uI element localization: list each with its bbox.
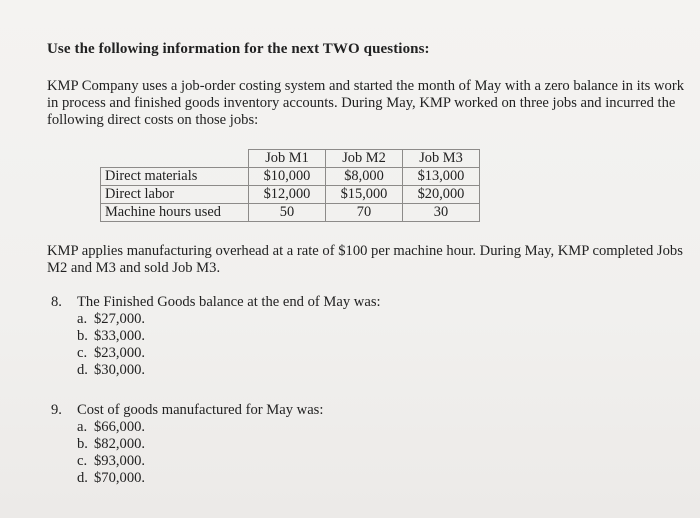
answer-choice[interactable] xyxy=(51,453,323,470)
table-cell: 30 xyxy=(403,204,480,222)
table-header-row xyxy=(101,150,480,168)
question-text: The Finished Goods balance at the end of May was: xyxy=(77,294,381,310)
answer-choice[interactable] xyxy=(51,345,381,362)
choice-text: $23,000. xyxy=(94,345,146,361)
question-stem xyxy=(51,294,381,311)
choice-text: $33,000. xyxy=(94,328,146,344)
choice-letter: d. xyxy=(77,470,88,486)
table-cell: $15,000 xyxy=(326,186,403,204)
choice-text: $66,000. xyxy=(94,419,146,435)
question-number: 9. xyxy=(51,402,62,418)
question-8 xyxy=(51,294,381,379)
column-header-job-m3: Job M3 xyxy=(403,150,480,168)
choice-text: $93,000. xyxy=(94,453,146,469)
table-cell: 70 xyxy=(326,204,403,222)
table-row-direct-materials xyxy=(101,168,480,186)
row-label: Direct labor xyxy=(101,186,249,204)
question-9 xyxy=(51,402,323,487)
choice-text: $27,000. xyxy=(94,311,146,327)
question-stem xyxy=(51,402,323,419)
choice-letter: a. xyxy=(77,311,88,327)
row-label: Direct materials xyxy=(101,168,249,186)
column-header-job-m1: Job M1 xyxy=(249,150,326,168)
question-number: 8. xyxy=(51,294,62,310)
table-cell: $12,000 xyxy=(249,186,326,204)
choice-letter: b. xyxy=(77,436,88,452)
answer-choice[interactable] xyxy=(51,419,323,436)
choice-text: $82,000. xyxy=(94,436,146,452)
question-text: Cost of goods manufactured for May was: xyxy=(77,402,324,418)
intro-paragraph: KMP Company uses a job-order costing system and started the month of May with a zero balance in its work in process and finished goods inventory accounts. During May, KMP worked on three jobs and incurred the following direct costs on those jobs: xyxy=(47,78,684,128)
answer-choices xyxy=(51,419,323,487)
table-cell: 50 xyxy=(249,204,326,222)
table-cell: $20,000 xyxy=(403,186,480,204)
choice-letter: c. xyxy=(77,453,88,469)
table-row-direct-labor xyxy=(101,186,480,204)
table-corner-cell xyxy=(101,150,249,168)
instructions-heading: Use the following information for the next TWO questions: xyxy=(47,41,430,57)
answer-choice[interactable] xyxy=(51,362,381,379)
overhead-paragraph: KMP applies manufacturing overhead at a rate of $100 per machine hour. During May, KMP completed Jobs M2 and M3 and sold Job M3. xyxy=(47,243,683,276)
job-costs-table xyxy=(100,149,480,222)
row-label: Machine hours used xyxy=(101,204,249,222)
table-row-machine-hours xyxy=(101,204,480,222)
choice-letter: d. xyxy=(77,362,88,378)
answer-choices xyxy=(51,311,381,379)
table-cell: $10,000 xyxy=(249,168,326,186)
choice-letter: a. xyxy=(77,419,88,435)
answer-choice[interactable] xyxy=(51,470,323,487)
choice-text: $30,000. xyxy=(94,362,146,378)
choice-letter: c. xyxy=(77,345,88,361)
answer-choice[interactable] xyxy=(51,436,323,453)
choice-letter: b. xyxy=(77,328,88,344)
column-header-job-m2: Job M2 xyxy=(326,150,403,168)
answer-choice[interactable] xyxy=(51,328,381,345)
answer-choice[interactable] xyxy=(51,311,381,328)
table-cell: $8,000 xyxy=(326,168,403,186)
choice-text: $70,000. xyxy=(94,470,146,486)
table-cell: $13,000 xyxy=(403,168,480,186)
